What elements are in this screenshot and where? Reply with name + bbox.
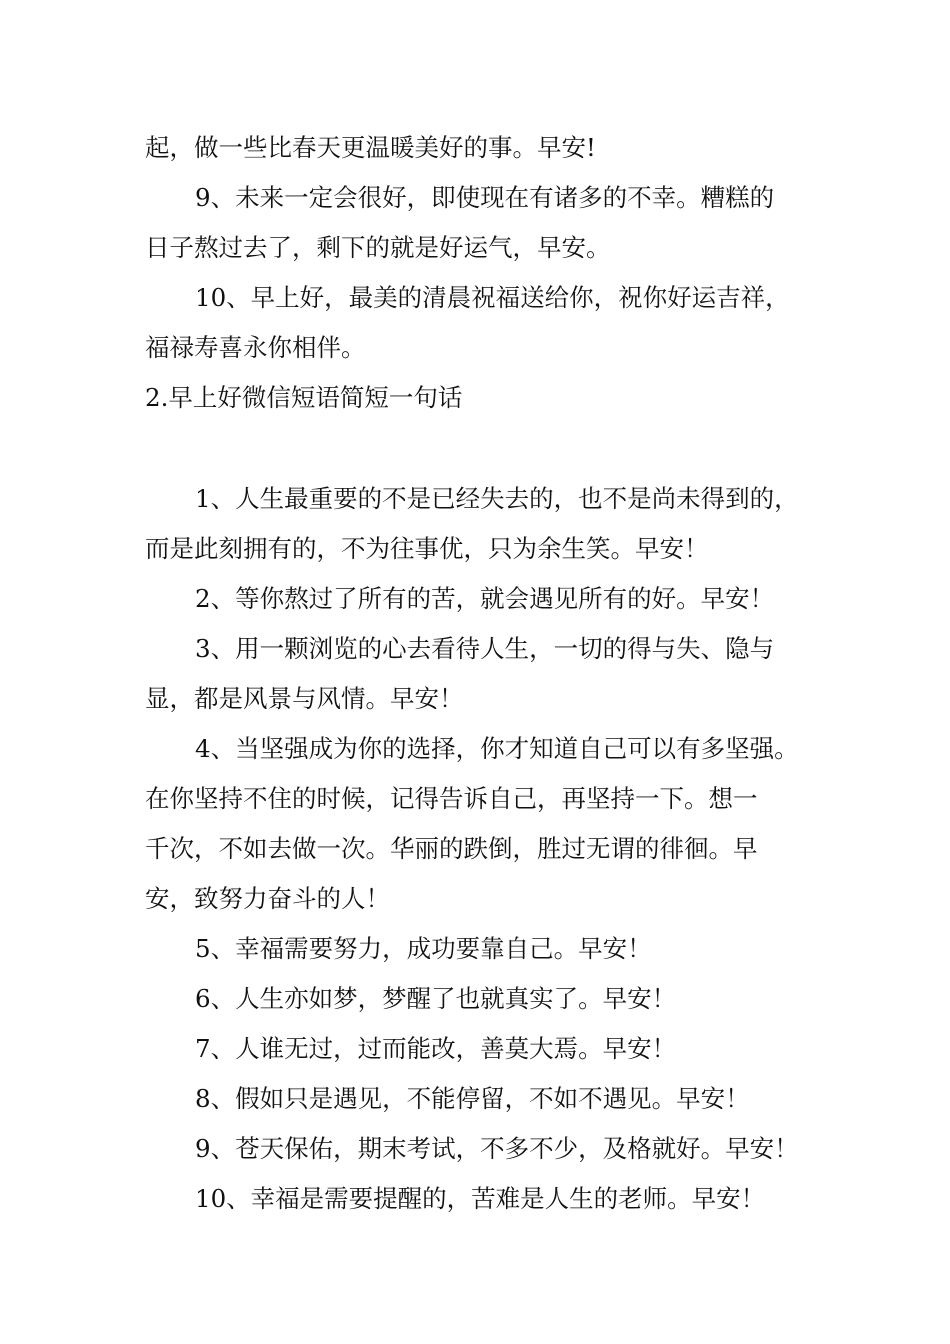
document-body [145,123,835,1224]
section-heading: 2.早上好微信短语简短一句话 [145,383,463,412]
list-item: 9、未来一定会很好，即使现在有诸多的不幸。糟糕的 [195,183,775,212]
list-item: 10、早上好，最美的清晨祝福送给你，祝你好运吉祥， [195,283,790,312]
text-line: 安，致努力奋斗的人！ [145,884,390,913]
list-item: 1、人生最重要的不是已经失去的，也不是尚未得到的， [195,484,799,513]
text-line: 福禄寿喜永你相伴。 [145,333,366,362]
list-item: 9、苍天保佑，期末考试，不多不少，及格就好。早安！ [195,1134,799,1163]
list-item: 10、幸福是需要提醒的，苦难是人生的老师。早安！ [195,1184,766,1213]
list-item: 6、人生亦如梦，梦醒了也就真实了。早安！ [195,984,677,1013]
text-line: 显，都是风景与风情。早安！ [145,684,464,713]
list-item: 8、假如只是遇见，不能停留，不如不遇见。早安！ [195,1084,750,1113]
text-line: 千次，不如去做一次。华丽的跌倒，胜过无谓的徘徊。早 [145,834,758,863]
text-line: 在你坚持不住的时候，记得告诉自己，再坚持一下。想一 [145,784,758,813]
list-item: 2、等你熬过了所有的苦，就会遇见所有的好。早安！ [195,584,775,613]
list-item: 3、用一颗浏览的心去看待人生，一切的得与失、隐与 [195,634,775,663]
text-line: 日子熬过去了，剩下的就是好运气，早安。 [145,233,611,262]
text-line: 而是此刻拥有的，不为往事优，只为余生笑。早安！ [145,534,709,563]
list-item: 5、幸福需要努力，成功要靠自己。早安！ [195,934,652,963]
text-line: 起，做一些比春天更温暖美好的事。早安! [145,133,596,162]
list-item: 4、当坚强成为你的选择，你才知道自己可以有多坚强。 [195,734,799,763]
list-item: 7、人谁无过，过而能改，善莫大焉。早安！ [195,1034,677,1063]
blank-line [145,423,835,474]
